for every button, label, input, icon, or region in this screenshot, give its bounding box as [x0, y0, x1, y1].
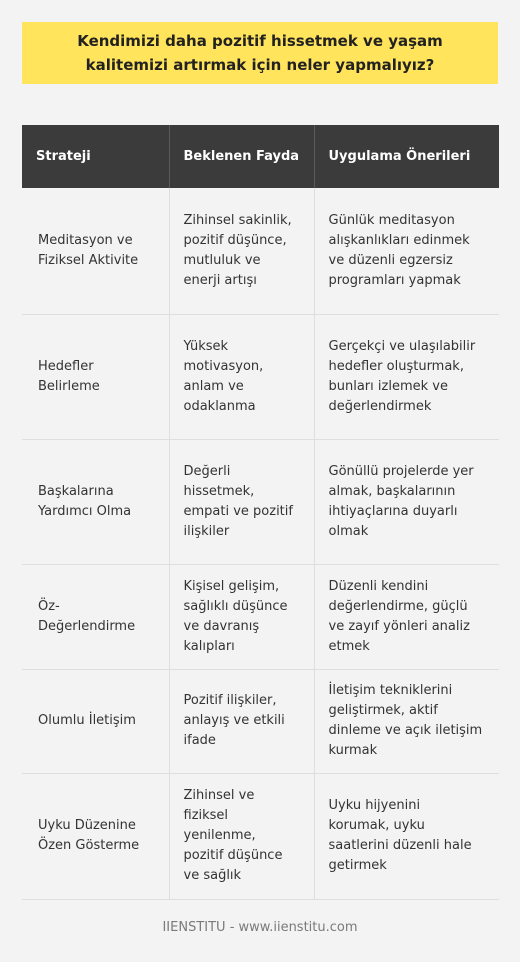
strategy-cell: Olumlu İletişim: [22, 669, 169, 773]
column-header-suggestion: Uygulama Önerileri: [314, 125, 499, 188]
strategy-cell: Öz-Değerlendirme: [22, 564, 169, 669]
benefit-cell: Zihinsel sakinlik, pozitif düşünce, mutluluk ve enerji artışı: [169, 188, 314, 314]
column-header-strategy: Strateji: [22, 125, 169, 188]
benefit-cell: Yüksek motivasyon, anlam ve odaklanma: [169, 314, 314, 439]
table-header-row: [22, 125, 499, 188]
strategy-cell: Hedefler Belirleme: [22, 314, 169, 439]
table-row: [22, 439, 499, 564]
column-header-benefit: Beklenen Fayda: [169, 125, 314, 188]
table-row: [22, 669, 499, 773]
table-row: [22, 564, 499, 669]
table-row: [22, 773, 499, 899]
strategy-cell: Meditasyon ve Fiziksel Aktivite: [22, 188, 169, 314]
benefit-cell: Zihinsel ve fiziksel yenilenme, pozitif düşünce ve sağlık: [169, 773, 314, 899]
strategy-table: [22, 125, 499, 900]
benefit-cell: Değerli hissetmek, empati ve pozitif ilişkiler: [169, 439, 314, 564]
table-row: [22, 188, 499, 314]
suggestion-cell: Gönüllü projelerde yer almak, başkalarının ihtiyaçlarına duyarlı olmak: [314, 439, 499, 564]
title-banner: [22, 22, 498, 84]
benefit-cell: Pozitif ilişkiler, anlayış ve etkili ifade: [169, 669, 314, 773]
suggestion-cell: Düzenli kendini değerlendirme, güçlü ve zayıf yönleri analiz etmek: [314, 564, 499, 669]
table-row: [22, 314, 499, 439]
suggestion-cell: Gerçekçi ve ulaşılabilir hedefler oluşturmak, bunları izlemek ve değerlendirmek: [314, 314, 499, 439]
benefit-cell: Kişisel gelişim, sağlıklı düşünce ve davranış kalıpları: [169, 564, 314, 669]
footer-credit: IIENSTITU - www.iienstitu.com: [162, 920, 358, 935]
suggestion-cell: Uyku hijyenini korumak, uyku saatlerini düzenli hale getirmek: [314, 773, 499, 899]
strategy-cell: Başkalarına Yardımcı Olma: [22, 439, 169, 564]
suggestion-cell: İletişim tekniklerini geliştirmek, aktif dinleme ve açık iletişim kurmak: [314, 669, 499, 773]
strategy-cell: Uyku Düzenine Özen Gösterme: [22, 773, 169, 899]
page-title: Kendimizi daha pozitif hissetmek ve yaşam kalitemizi artırmak için neler yapmalıyız?: [77, 32, 443, 74]
suggestion-cell: Günlük meditasyon alışkanlıkları edinmek ve düzenli egzersiz programları yapmak: [314, 188, 499, 314]
